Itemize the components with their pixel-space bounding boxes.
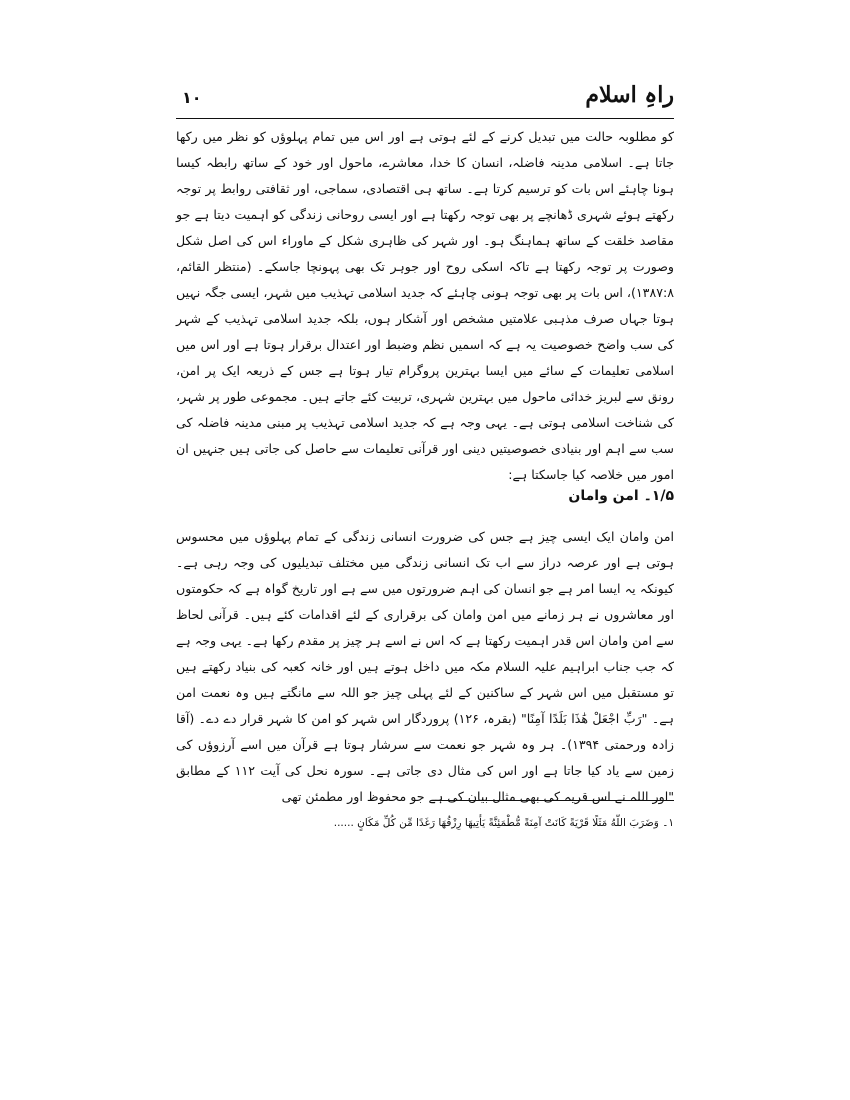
page-header: [176, 82, 674, 112]
footnote: ۱۔ وَضَرَبَ اللَّهُ مَثَلًا قَرْيَةً كَانَتْ آمِنَةً مُّطْمَئِنَّةً يَأْتِيهَا رِزْقُهَا رَغَدًا مِّن كُلِّ مَكَانٍ ......: [333, 817, 674, 829]
header-rule: [176, 118, 674, 119]
body-paragraph-1: کو مطلوبہ حالت میں تبدیل کرنے کے لئے ہوتی ہے اور اس میں تمام پہلوؤں کو نظر میں رکھا جاتا ہے۔ اسلامی مدینہ فاضلہ، انسان کا خدا، معاشرے، ماحول اور خود کے ساتھ رابطہ کیسا ہونا چاہئے اس بات کو ترسیم کرتا ہے۔ ساتھ ہی اقتصادی، سماجی، اور ثقافتی روابط پر توجہ رکھتے ہوئے شہری ڈھانچے پر بھی توجہ رکھتا ہے اور ایسی روحانی زندگی کو اہمیت دیتا ہے جو مقاصد خلقت کے ساتھ ہماہنگ ہو۔ اور شہر کی ظاہری شکل کے ماوراء اس کی اصل شکل وصورت پر توجہ رکھتا ہے تاکہ اسکی روح اور جوہر تک بھی پہونچا جاسکے۔ (منتظر القائم، ۱۳۸۷:۸)، اس بات پر بھی توجہ ہونی چاہئے کہ جدید اسلامی تہذیب میں شہر، ایسی جگہ نہیں ہوتا جہاں صرف مذہبی علامتیں مشخص اور آشکار ہوں، بلکہ جدید اسلامی تہذیب کے شہر کی سب واضح خصوصیت یہ ہے کہ اسمیں نظم وضبط اور اعتدال برقرار ہوتا ہے اور اس میں اسلامی تعلیمات کے سائے میں ایسا بہترین پروگرام تیار ہوتا ہے جس کے ذریعہ ایک پر امن، رونق سے لبریز خدائی ماحول میں بہترین شہری، تربیت کئے جاتے ہیں۔ مجموعی طور پر شہر، کی شناخت اسلامی ہوتی ہے۔ یہی وجہ ہے کہ جدید اسلامی تہذیب پر مبنی مدینہ فاضلہ کی سب سے اہم اور بنیادی خصوصیتیں دینی اور قرآنی تعلیمات سے حاصل کی جاتی ہیں جنہیں ان امور میں خلاصہ کیا جاسکتا ہے:: [176, 129, 674, 482]
footnote-rule: [432, 800, 674, 801]
body-paragraph-2: امن وامان ایک ایسی چیز ہے جس کی ضرورت انسانی زندگی کے تمام پہلوؤں میں محسوس ہوتی ہے اور عرصہ دراز سے اب تک انسانی زندگی میں مختلف تبدیلیوں کی وجہ رہی ہے۔ کیونکہ یہ ایسا امر ہے جو انسان کی اہم ضرورتوں میں سے ہے اور تاریخ گواہ ہے کہ حکومتوں اور معاشروں نے ہر زمانے میں امن وامان کی برقراری کے لئے اقدامات کئے ہیں۔ قرآنی لحاظ سے امن وامان اس قدر اہمیت رکھتا ہے کہ اس نے اسے ہر چیز پر مقدم رکھا ہے۔ یہی وجہ ہے کہ جب جناب ابراہیم علیہ السلام مکہ میں داخل ہوتے ہیں اور خانہ کعبہ کی بنیاد رکھتے ہیں تو مستقبل میں اس شہر کے ساکنین کے لئے پہلی چیز جو اللہ سے مانگتے ہیں وہ نعمت امن ہے۔ "رَبِّ اجْعَلْ هَٰذَا بَلَدًا آمِنًا" (بقرہ، ۱۲۶) پروردگار اس شہر کو امن کا شہر قرار دے دے۔ (آقا زادہ ورحمتی ۱۳۹۴)۔ ہر وہ شہر جو نعمت سے سرشار ہوتا ہے قرآن میں اسے آرزوؤں کی زمین سے یاد کیا جاتا ہے اور اس کی مثال دی جاتی ہے۔ سورہ نحل کی آیت ۱۱۲ کے مطابق "اور اللہ نے اس قریہ کی بھی مثال بیان کی ہے جو محفوظ اور مطمئن تھی: [176, 529, 674, 804]
section-heading: ۱/۵۔ امن وامان: [568, 488, 674, 504]
running-title: راہِ اسلام: [585, 82, 674, 108]
page-number: ۱۰: [182, 88, 202, 107]
